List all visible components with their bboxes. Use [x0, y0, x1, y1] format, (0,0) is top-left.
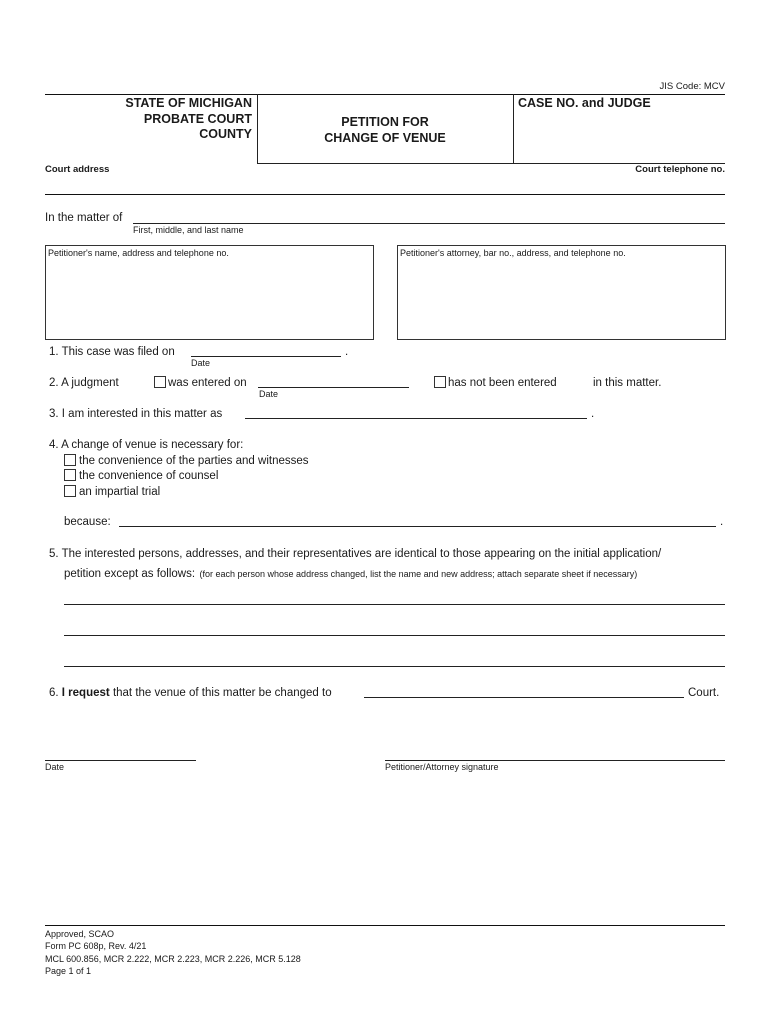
judgment-date-sublabel: Date — [259, 389, 279, 399]
county-label: COUNTY — [199, 127, 252, 141]
case-number-label: CASE NO. and JUDGE — [518, 96, 651, 110]
petitioner-info-box[interactable] — [45, 245, 374, 340]
item5-line2 — [64, 564, 637, 582]
jis-code: JIS Code: MCV — [659, 81, 725, 92]
signature-date-label: Date — [45, 762, 65, 772]
item4-text: 4. A change of venue is necessary for: — [49, 439, 244, 451]
signature-field[interactable] — [385, 760, 725, 761]
because-label: because: — [64, 516, 111, 528]
item1-text: 1. This case was filed on — [49, 346, 175, 358]
judgment-entered-checkbox[interactable] — [154, 376, 166, 388]
item5-line1: 5. The interested persons, addresses, and their representatives are identical to those appearing on the initial application/ — [49, 548, 662, 560]
item3-period: . — [591, 408, 595, 420]
judgment-not-entered-label: has not been entered — [448, 377, 557, 389]
court-telephone-label: Court telephone no. — [635, 164, 725, 175]
attorney-info-label: Petitioner's attorney, bar no., address, and telephone no. — [400, 248, 626, 258]
changes-line-2[interactable] — [64, 635, 725, 636]
item2-suffix: in this matter. — [593, 377, 662, 389]
changes-line-1[interactable] — [64, 604, 725, 605]
counsel-label: the convenience of counsel — [79, 470, 219, 482]
filed-date-sublabel: Date — [191, 358, 211, 368]
judgment-date-field[interactable] — [258, 387, 409, 388]
title-line-2: CHANGE OF VENUE — [324, 130, 446, 145]
footer-info — [45, 928, 301, 977]
matter-name-field[interactable] — [133, 223, 725, 224]
item6-body: that the venue of this matter be changed to — [112, 687, 332, 699]
signature-label: Petitioner/Attorney signature — [385, 762, 499, 772]
item1-period: . — [345, 346, 349, 358]
court-name: PROBATE COURT — [143, 111, 252, 126]
item2-text: 2. A judgment — [49, 377, 119, 389]
case-number-field[interactable] — [514, 112, 724, 162]
item6-number: 6. — [49, 687, 59, 699]
footer-statutes: MCL 600.856, MCR 2.222, MCR 2.223, MCR 2.226, MCR 5.128 — [45, 953, 301, 964]
court-heading — [125, 96, 252, 143]
court-address-label: Court address — [45, 164, 110, 175]
petitioner-info-label: Petitioner's name, address and telephone no. — [48, 248, 229, 258]
court-address-field[interactable] — [45, 176, 725, 194]
item6-suffix: Court. — [688, 687, 720, 699]
item3-text: 3. I am interested in this matter as — [49, 408, 223, 420]
venue-court-field[interactable] — [364, 697, 684, 698]
footer-approved: Approved, SCAO — [45, 929, 115, 939]
because-field[interactable] — [119, 526, 716, 527]
item5-except-label: petition except as follows: — [64, 568, 196, 580]
judgment-not-entered-checkbox[interactable] — [434, 376, 446, 388]
address-rule — [45, 194, 725, 195]
footer-form-number: Form PC 608p, Rev. 4/21 — [45, 941, 147, 952]
title-line-1: PETITION FOR — [341, 115, 429, 129]
interest-field[interactable] — [245, 418, 587, 419]
matter-label: In the matter of — [45, 212, 123, 224]
impartial-trial-checkbox[interactable] — [64, 485, 76, 497]
signature-date-field[interactable] — [45, 760, 196, 761]
form-title — [257, 115, 513, 146]
parties-witnesses-label: the convenience of the parties and witnesses — [79, 455, 309, 467]
attorney-info-box[interactable] — [397, 245, 726, 340]
filed-date-field[interactable] — [191, 356, 341, 357]
because-period: . — [720, 516, 724, 528]
item5-note: (for each person whose address changed, list the name and new address; attach separate sheet if necessary) — [199, 569, 638, 579]
judgment-entered-label: was entered on — [168, 377, 247, 389]
parties-witnesses-checkbox[interactable] — [64, 454, 76, 466]
state-name: STATE OF MICHIGAN — [125, 96, 252, 110]
item6-text — [49, 687, 332, 699]
counsel-checkbox[interactable] — [64, 469, 76, 481]
item6-request: I request — [61, 687, 110, 699]
matter-name-sublabel: First, middle, and last name — [133, 225, 244, 235]
footer-page: Page 1 of 1 — [45, 965, 92, 976]
footer-rule — [45, 925, 725, 926]
impartial-trial-label: an impartial trial — [79, 486, 161, 498]
header-top-rule — [45, 94, 725, 95]
changes-line-3[interactable] — [64, 666, 725, 667]
